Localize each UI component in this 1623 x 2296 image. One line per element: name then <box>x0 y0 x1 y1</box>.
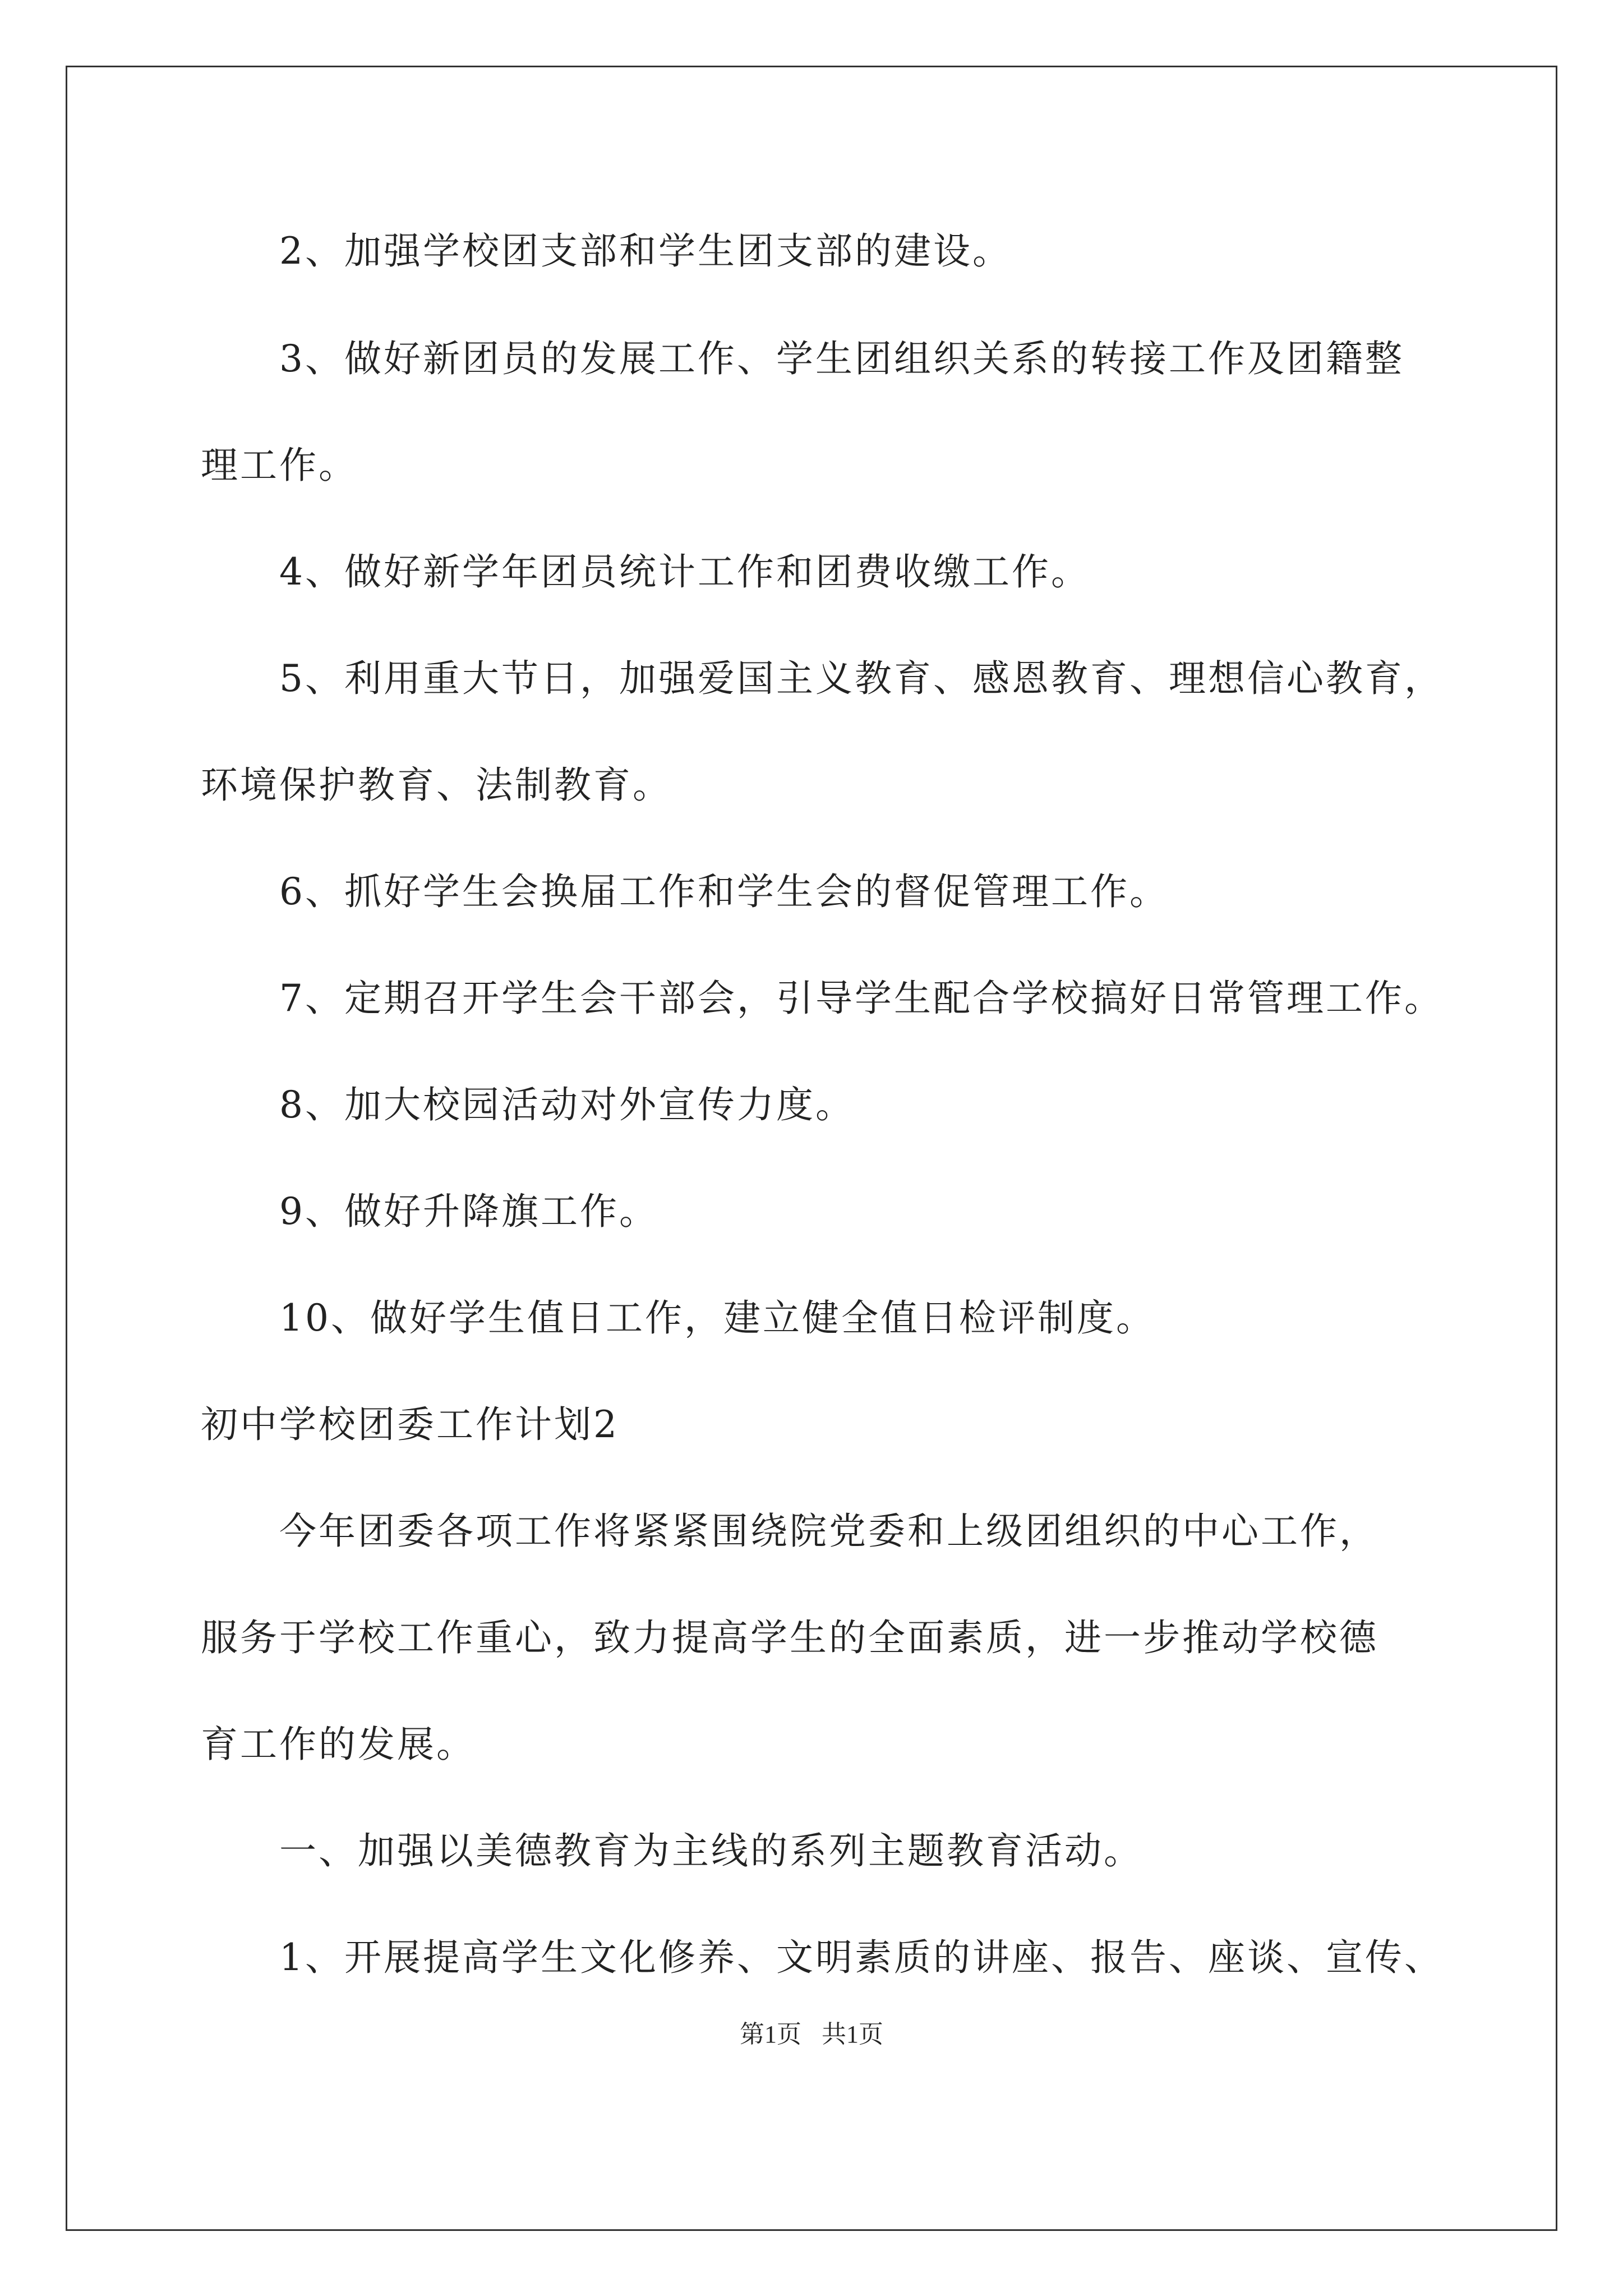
intro-paragraph-line-1: 今年团委各项工作将紧紧围绕院党委和上级团组织的中心工作， <box>279 1510 1378 1553</box>
list-item-8: 8、加大校园活动对外宣传力度。 <box>279 1083 855 1126</box>
intro-paragraph-line-3: 育工作的发展。 <box>201 1723 476 1766</box>
list-item-5-continued: 环境保护教育、法制教育。 <box>201 763 672 807</box>
page-border <box>66 66 1557 2231</box>
list-item-3-continued: 理工作。 <box>201 444 358 487</box>
intro-paragraph-line-2: 服务于学校工作重心，致力提高学生的全面素质，进一步推动学校德 <box>201 1616 1378 1659</box>
list-item-6: 6、抓好学生会换届工作和学生会的督促管理工作。 <box>279 870 1169 913</box>
section-heading: 初中学校团委工作计划2 <box>201 1403 619 1446</box>
page-footer <box>0 2019 1623 2050</box>
list-item-2: 2、加强学校团支部和学生团支部的建设。 <box>279 229 1012 273</box>
list-item-9: 9、做好升降旗工作。 <box>279 1190 658 1233</box>
list-item-4: 4、做好新学年团员统计工作和团费收缴工作。 <box>279 550 1090 593</box>
page-number: 第1页 <box>740 2021 801 2048</box>
page-total: 共1页 <box>822 2021 883 2048</box>
list-item-3: 3、做好新团员的发展工作、学生团组织关系的转接工作及团籍整 <box>279 337 1404 380</box>
list-item-5: 5、利用重大节日，加强爱国主义教育、感恩教育、理想信心教育， <box>279 657 1444 700</box>
list-item-10: 10、做好学生值日工作，建立健全值日检评制度。 <box>279 1296 1155 1340</box>
list-item-1: 1、开展提高学生文化修养、文明素质的讲座、报告、座谈、宣传、 <box>279 1936 1444 1979</box>
subheading-one: 一、加强以美德教育为主线的系列主题教育活动。 <box>279 1829 1143 1872</box>
list-item-7: 7、定期召开学生会干部会，引导学生配合学校搞好日常管理工作。 <box>279 977 1444 1020</box>
